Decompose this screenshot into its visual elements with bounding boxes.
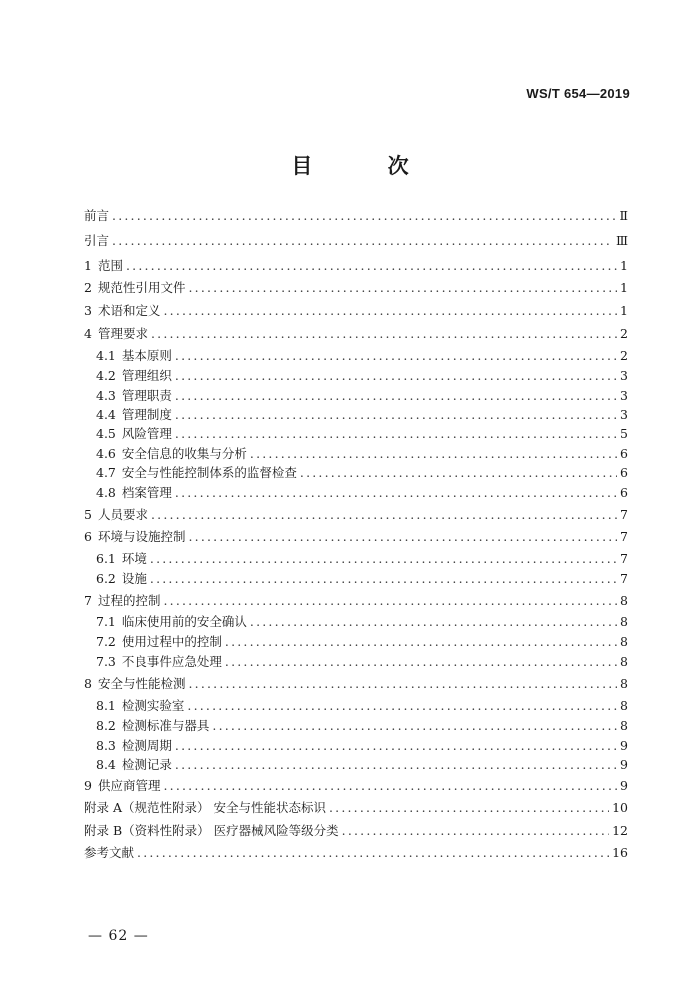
toc-entry-page: 2 (620, 326, 628, 341)
toc-entry-title: 检测标准与器具 (121, 718, 210, 733)
toc-entry-page: 6 (620, 485, 628, 500)
toc-entry-number: 4.6 (96, 446, 116, 461)
toc-entry-page: 3 (620, 388, 628, 403)
toc-entry-title: 安全与性能控制体系的监督检查 (121, 465, 297, 480)
toc-entry[interactable] (96, 424, 628, 444)
toc-entry-number: 6.1 (96, 551, 116, 566)
toc-entry-page: 7 (620, 529, 628, 544)
toc-leader-dots (175, 736, 617, 756)
toc-leader-dots (175, 366, 617, 386)
toc-entry-title: 不良事件应急处理 (121, 654, 222, 669)
toc-entry[interactable] (84, 591, 628, 611)
toc-entry-number: 2 (84, 280, 92, 295)
toc-entry[interactable] (84, 821, 628, 841)
toc-entry-number: 4 (84, 326, 92, 341)
toc-leader-dots (175, 483, 617, 503)
toc-entry[interactable] (84, 674, 628, 694)
toc-entry-title: 人员要求 (97, 507, 148, 522)
toc-entry-title: 管理要求 (97, 326, 148, 341)
toc-entry[interactable] (84, 206, 628, 226)
toc-entry-title: 附录 A（规范性附录） 安全与性能状态标识 (84, 800, 326, 815)
toc-entry[interactable] (96, 405, 628, 425)
toc-leader-dots (175, 386, 617, 406)
toc-entry-title: 术语和定义 (97, 303, 161, 318)
toc-entry-title: 安全信息的收集与分析 (121, 446, 247, 461)
toc-entry-page: 16 (612, 845, 628, 860)
toc-entry-title: 设施 (121, 571, 147, 586)
toc-entry[interactable] (84, 505, 628, 525)
toc-leader-dots (163, 301, 617, 321)
toc-leader-dots (250, 444, 617, 464)
toc-leader-dots (212, 716, 617, 736)
toc-entry[interactable] (96, 716, 628, 736)
toc-entry-page: 1 (620, 303, 628, 318)
toc-entry[interactable] (96, 483, 628, 503)
toc-entry-page: Ⅱ (619, 208, 628, 223)
toc-entry[interactable] (96, 366, 628, 386)
toc-entry-page: 2 (620, 348, 628, 363)
toc-entry-title: 检测周期 (121, 738, 172, 753)
toc-leader-dots (250, 612, 617, 632)
toc-entry-number: 8 (84, 676, 92, 691)
toc-entry-number: 3 (84, 303, 92, 318)
toc-entry-number: 4.1 (96, 348, 116, 363)
toc-entry-title: 规范性引用文件 (97, 280, 186, 295)
toc-entry-number: 7.2 (96, 634, 116, 649)
toc-entry[interactable] (84, 301, 628, 321)
toc-entry[interactable] (84, 843, 628, 863)
toc-leader-dots (188, 278, 617, 298)
toc-leader-dots (151, 505, 617, 525)
toc-entry[interactable] (96, 386, 628, 406)
toc-entry-page: 7 (620, 551, 628, 566)
toc-entry-title: 检测记录 (121, 757, 172, 772)
toc-leader-dots (163, 776, 617, 796)
toc-leader-dots (137, 843, 609, 863)
toc-entry[interactable] (96, 569, 628, 589)
toc-entry[interactable] (96, 736, 628, 756)
toc-leader-dots (151, 324, 617, 344)
toc-entry-title: 环境 (121, 551, 147, 566)
toc-entry[interactable] (84, 776, 628, 796)
toc-entry[interactable] (96, 652, 628, 672)
toc-leader-dots (329, 798, 609, 818)
toc-entry-title: 供应商管理 (97, 778, 161, 793)
toc-entry[interactable] (96, 755, 628, 775)
toc-entry-title: 管理制度 (121, 407, 172, 422)
toc-entry-page: 7 (620, 571, 628, 586)
toc-entry[interactable] (96, 346, 628, 366)
toc-entry-title: 管理组织 (121, 368, 172, 383)
toc-entry-title: 环境与设施控制 (97, 529, 186, 544)
toc-entry-page: 9 (620, 778, 628, 793)
toc-entry-page: 6 (620, 446, 628, 461)
toc-entry-page: 8 (620, 634, 628, 649)
toc-entry-page: 1 (620, 258, 628, 273)
toc-entry[interactable] (96, 696, 628, 716)
toc-leader-dots (188, 527, 617, 547)
toc-leader-dots (175, 405, 617, 425)
toc-leader-dots (300, 463, 617, 483)
toc-entry[interactable] (84, 278, 628, 298)
toc-entry-title: 引言 (84, 233, 110, 248)
toc-entry-title: 检测实验室 (121, 698, 185, 713)
toc-entry-number: 8.2 (96, 718, 116, 733)
toc-leader-dots (126, 256, 617, 276)
toc-entry[interactable] (84, 527, 628, 547)
toc-entry-title: 档案管理 (121, 485, 172, 500)
toc-entry-number: 4.3 (96, 388, 116, 403)
toc-entry-page: Ⅲ (615, 233, 628, 248)
toc-entry-number: 7.3 (96, 654, 116, 669)
toc-entry-number: 1 (84, 258, 92, 273)
toc-entry-page: 5 (620, 426, 628, 441)
toc-entry-title: 基本原则 (121, 348, 172, 363)
toc-entry-number: 4.4 (96, 407, 116, 422)
toc-leader-dots (225, 652, 617, 672)
toc-entry-page: 7 (620, 507, 628, 522)
toc-entry-page: 8 (620, 593, 628, 608)
toc-entry[interactable] (96, 549, 628, 569)
toc-entry-number: 7 (84, 593, 92, 608)
toc-entry-page: 8 (620, 654, 628, 669)
toc-leader-dots (175, 755, 617, 775)
toc-leader-dots (150, 569, 617, 589)
toc-entry[interactable] (84, 324, 628, 344)
toc-entry-page: 3 (620, 407, 628, 422)
toc-leader-dots (188, 674, 617, 694)
toc-entry-page: 10 (612, 800, 628, 815)
toc-entry[interactable] (84, 231, 628, 251)
toc-entry[interactable] (84, 256, 628, 276)
toc-leader-dots (175, 424, 617, 444)
toc-entry[interactable] (96, 444, 628, 464)
toc-entry-number: 5 (84, 507, 92, 522)
toc-entry-page: 8 (620, 676, 628, 691)
toc-entry-number: 8.4 (96, 757, 116, 772)
toc-entry-number: 4.2 (96, 368, 116, 383)
toc-leader-dots (225, 632, 617, 652)
toc-leader-dots (342, 821, 609, 841)
toc-entry-title: 使用过程中的控制 (121, 634, 222, 649)
toc-entry-page: 3 (620, 368, 628, 383)
toc-entry[interactable] (84, 798, 628, 818)
toc-entry-number: 7.1 (96, 614, 116, 629)
toc-title: 目 次 (291, 153, 443, 178)
toc-leader-dots (150, 549, 617, 569)
toc-leader-dots (163, 591, 617, 611)
toc-entry-page: 8 (620, 698, 628, 713)
toc-entry-title: 管理职责 (121, 388, 172, 403)
toc-entry-page: 1 (620, 280, 628, 295)
page-number: — 62 — (88, 928, 149, 944)
toc-entry-page: 9 (620, 738, 628, 753)
toc-entry-title: 风险管理 (121, 426, 172, 441)
toc-entry-number: 6 (84, 529, 92, 544)
toc-entry-page: 9 (620, 757, 628, 772)
toc-entry-number: 8.1 (96, 698, 116, 713)
toc-entry-title: 临床使用前的安全确认 (121, 614, 247, 629)
toc-entry-title: 范围 (97, 258, 123, 273)
toc-entry-title: 前言 (84, 208, 110, 223)
toc-entry-number: 9 (84, 778, 92, 793)
toc-entry-title: 附录 B（资料性附录） 医疗器械风险等级分类 (84, 823, 339, 838)
toc-entry-number: 4.5 (96, 426, 116, 441)
toc-entry[interactable] (96, 632, 628, 652)
toc-entry-number: 8.3 (96, 738, 116, 753)
toc-entry-title: 过程的控制 (97, 593, 161, 608)
toc-leader-dots (112, 231, 613, 251)
toc-entry-page: 12 (612, 823, 628, 838)
toc-entry-number: 4.8 (96, 485, 116, 500)
toc-entry-title: 安全与性能检测 (97, 676, 186, 691)
toc-entry-page: 8 (620, 614, 628, 629)
toc-entry[interactable] (96, 463, 628, 483)
toc-entry-page: 6 (620, 465, 628, 480)
toc-entry[interactable] (96, 612, 628, 632)
toc-entry-title: 参考文献 (84, 845, 135, 860)
toc-leader-dots (112, 206, 616, 226)
toc-entry-page: 8 (620, 718, 628, 733)
toc-leader-dots (187, 696, 617, 716)
toc-leader-dots (175, 346, 617, 366)
toc-entry-number: 6.2 (96, 571, 116, 586)
toc-entry-number: 4.7 (96, 465, 116, 480)
standard-code: WS/T 654—2019 (526, 86, 630, 101)
